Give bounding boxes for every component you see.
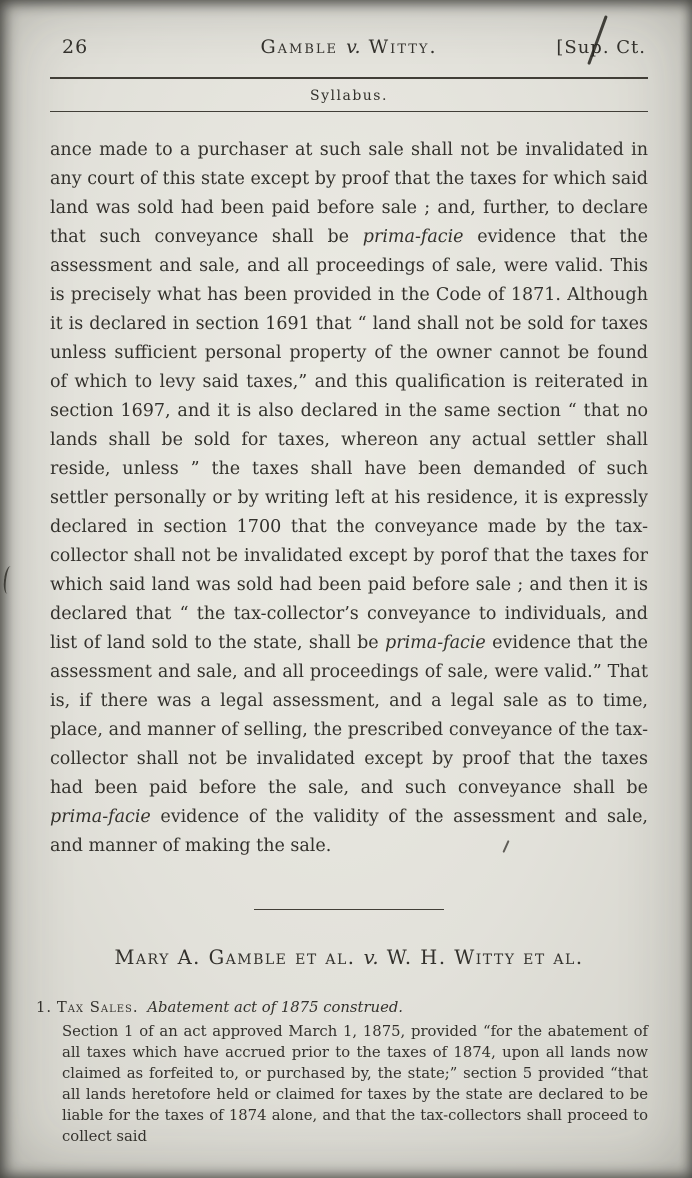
running-title-plaintiff: Gamble	[260, 36, 339, 58]
running-title-versus: v.	[346, 36, 361, 58]
headnote	[36, 997, 648, 1147]
page-content	[36, 34, 648, 1147]
case-title-defendant: W. H. Witty et al.	[386, 946, 584, 969]
case-title-versus: v.	[363, 946, 379, 969]
page-number: 26	[62, 36, 89, 58]
headnote-text: Section 1 of an act approved March 1, 1875, provided “for the abatement of all taxes which have accrued prior to the taxes of 1874, upon all lands now claimed as forfeited to, or purchased by, the state;” section 5 provided “that all lands heretofore held or claimed for taxes by the state are declared to be liable for the taxes of 1874 alone, and that the tax-collectors shall proceed to collect said	[62, 1023, 648, 1145]
case-title-plaintiff: Mary A. Gamble et al.	[114, 946, 356, 969]
headnote-lead	[36, 997, 648, 1019]
case-title	[50, 946, 648, 969]
syllabus-paragraph: ance made to a purchaser at such sale shall not be invalidated in any court of this state except by proof that the taxes for which said land was sold had been paid before sale ; and, further, to declare that such conveyance shall be prima-facie evidence that the assessment and sale, and all proceedings of sale, were valid. This is precisely what has been provided in the Code of 1871. Although it is declared in section 1691 that “ land shall not be sold for taxes unless sufficient personal property of the owner cannot be found of which to levy said taxes,” and this qualification is reiterated in section 1697, and it is also declared in the same section “ that no lands shall be sold for taxes, whereon any actual settler shall reside, unless ” the taxes shall have been demanded of such settler personally or by writing left at his residence, it is expressly declared in section 1700 that the conveyance made by the tax-collector shall not be invalidated except by porof that the taxes for which said land was sold had been paid before sale ; and then it is declared that “ the tax-collector’s conveyance to individuals, and list of land sold to the state, shall be prima-facie evidence that the assessment and sale, and all proceedings of sale, were valid.” That is, if there was a legal assessment, and a legal sale as to time, place, and manner of selling, the prescribed conveyance of the tax-collector shall not be invalidated except by proof that the taxes had been paid before the sale, and such conveyance shall be prima-facie evidence of the validity of the assessment and sale, and manner of making the sale.	[50, 140, 648, 856]
section-label: Syllabus.	[310, 88, 388, 104]
headnote-subtitle: Abatement act of 1875 construed.	[147, 999, 404, 1016]
running-title-defendant: Witty.	[368, 36, 438, 58]
margin-ink-mark	[2, 565, 15, 594]
running-head	[50, 34, 648, 62]
headnote-number: 1.	[36, 999, 53, 1016]
section-rule	[50, 111, 648, 112]
court-label: [Sup. Ct.	[556, 37, 646, 58]
headnote-topic: Tax Sales.	[56, 999, 139, 1016]
section-divider	[254, 909, 444, 910]
